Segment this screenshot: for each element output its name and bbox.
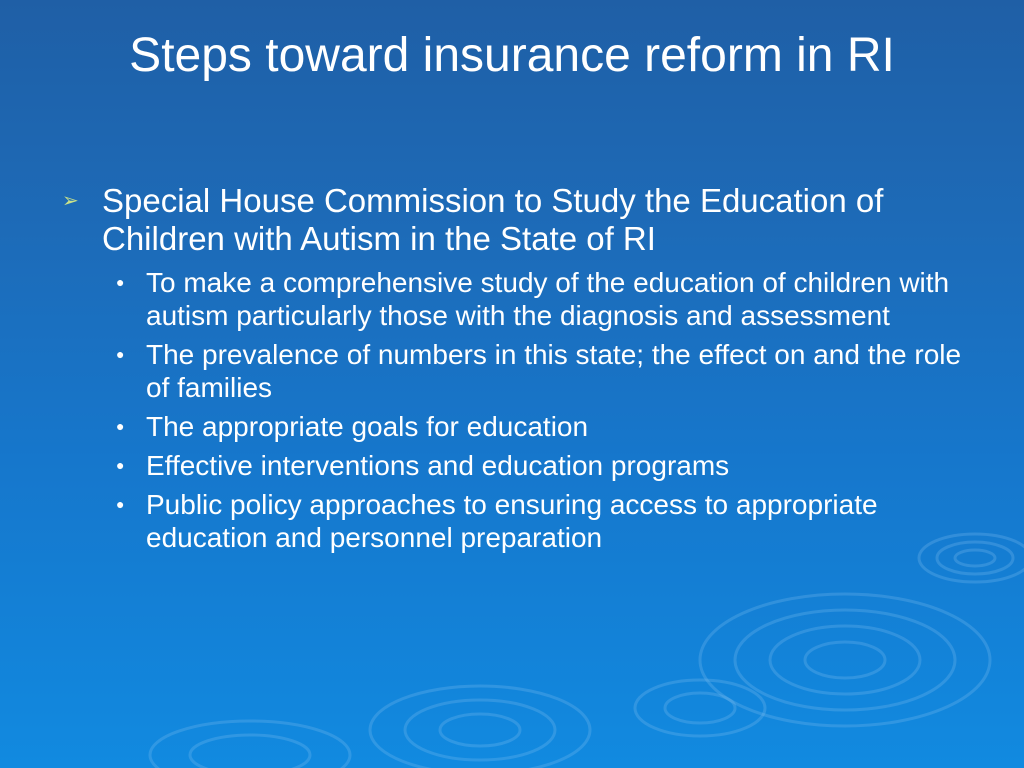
list-item — [110, 410, 972, 443]
main-bullet — [62, 182, 972, 258]
sub-bullet-list — [62, 266, 972, 554]
list-item-text: Effective interventions and education programs — [146, 450, 730, 481]
dot-bullet-icon: ● — [116, 418, 125, 434]
list-item — [110, 449, 972, 482]
list-item — [110, 488, 972, 554]
dot-bullet-icon: ● — [116, 274, 125, 290]
list-item-text: The appropriate goals for education — [146, 411, 589, 442]
dot-bullet-icon: ● — [116, 496, 125, 512]
list-item-text: To make a comprehensive study of the education of children with autism particularly those with the diagnosis and assessment — [146, 267, 950, 331]
arrow-bullet-icon: ➢ — [62, 190, 79, 212]
dot-bullet-icon: ● — [116, 346, 125, 362]
main-bullet-text: Special House Commission to Study the Education of Children with Autism in the State of RI — [102, 182, 884, 257]
slide-content — [62, 182, 972, 560]
list-item — [110, 266, 972, 332]
slide-title: Steps toward insurance reform in RI — [129, 29, 895, 82]
dot-bullet-icon: ● — [116, 457, 125, 473]
list-item — [110, 338, 972, 404]
list-item-text: The prevalence of numbers in this state; the effect on and the role of families — [146, 339, 962, 403]
list-item-text: Public policy approaches to ensuring access to appropriate education and personnel preparation — [146, 489, 878, 553]
